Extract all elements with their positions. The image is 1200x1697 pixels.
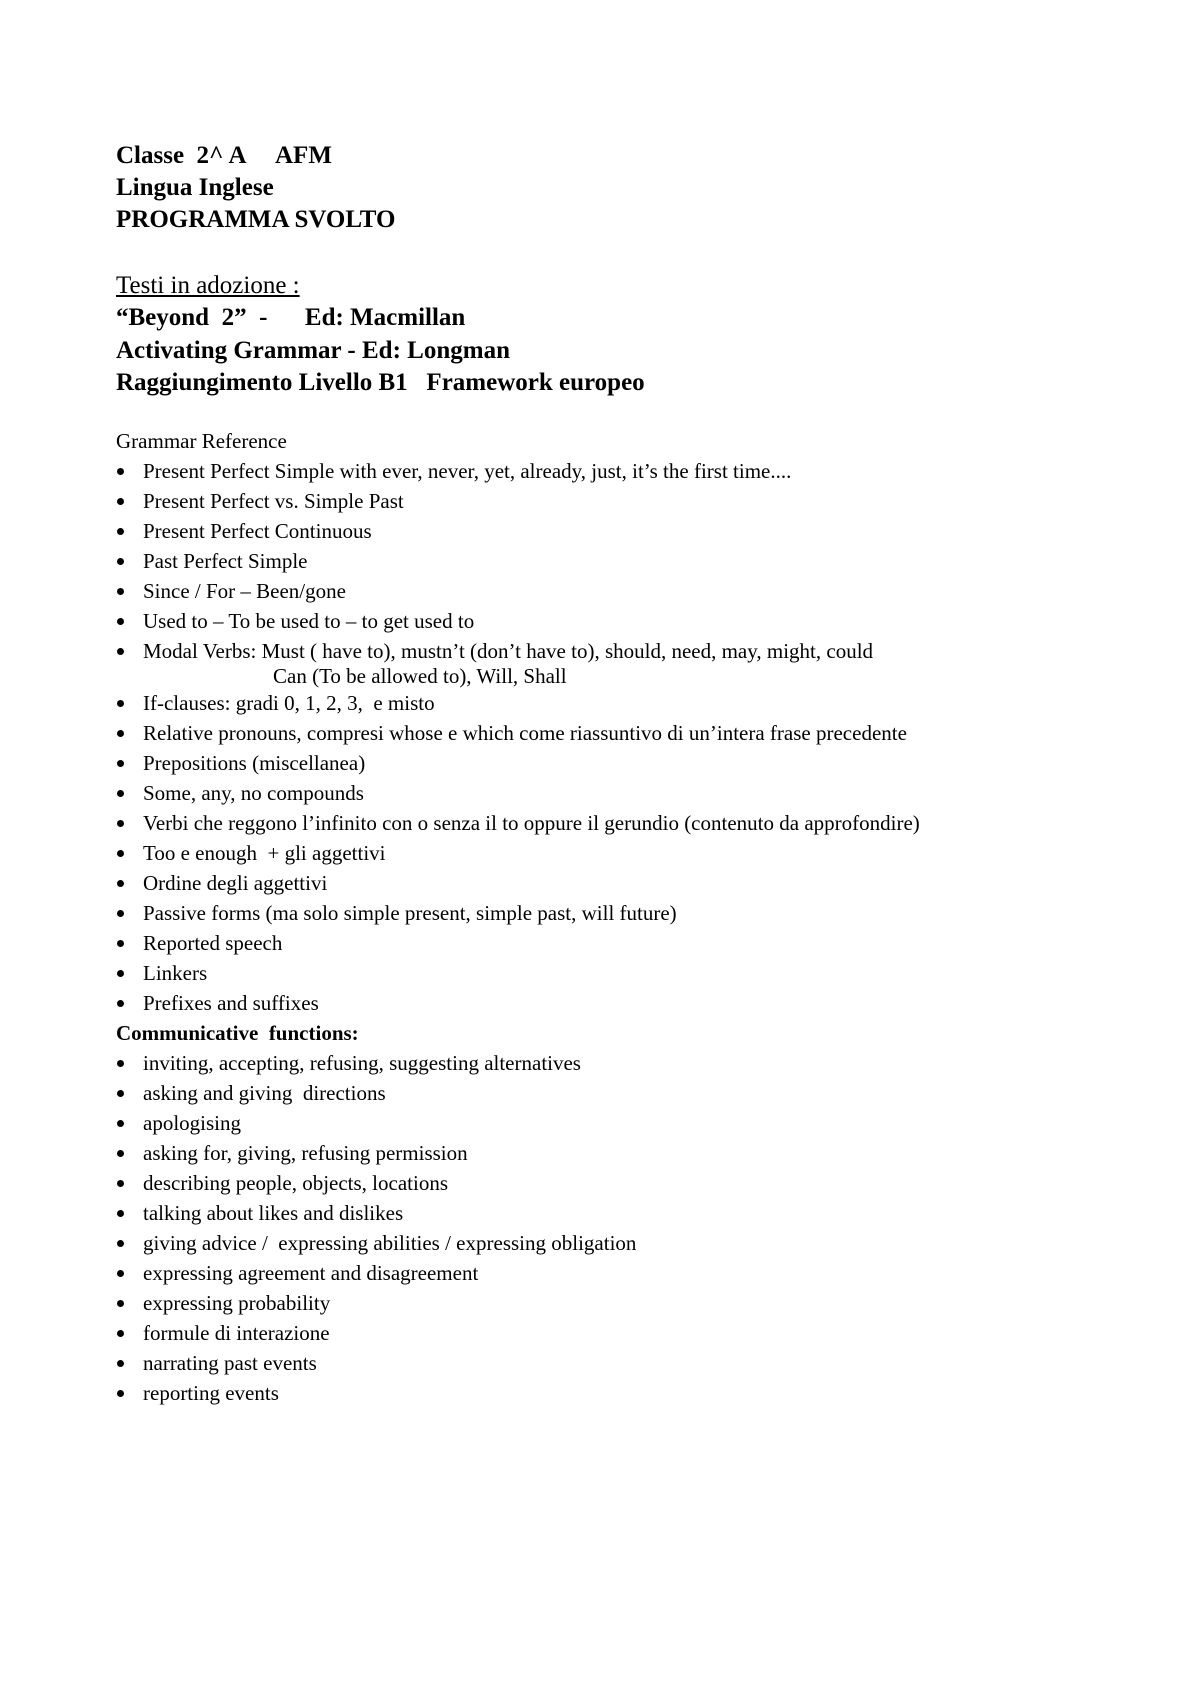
bullet-icon <box>117 1300 124 1307</box>
list-item: Since / For – Been/gone <box>116 576 1116 606</box>
bullet-icon <box>117 760 124 767</box>
list-item: describing people, objects, locations <box>116 1168 1116 1198</box>
bullet-icon <box>117 820 124 827</box>
bullet-icon <box>117 468 124 475</box>
bullet-icon <box>117 1210 124 1217</box>
list-item: Reported speech <box>116 928 1116 958</box>
bullet-icon <box>117 1150 124 1157</box>
bullet-icon <box>117 498 124 505</box>
bullet-icon <box>117 700 124 707</box>
list-item: inviting, accepting, refusing, suggesting alternatives <box>116 1048 1116 1078</box>
bullet-icon <box>117 1000 124 1007</box>
list-item: Used to – To be used to – to get used to <box>116 606 1116 636</box>
list-item: Too e enough + gli aggettivi <box>116 838 1116 868</box>
list-item: Past Perfect Simple <box>116 546 1116 576</box>
bullet-icon <box>117 1360 124 1367</box>
document-content <box>116 140 1116 1408</box>
bullet-icon <box>117 970 124 977</box>
bullet-icon <box>117 1120 124 1127</box>
list-item: apologising <box>116 1108 1116 1138</box>
modal-verbs-continuation: Can (To be allowed to), Will, Shall <box>273 663 567 688</box>
bullet-icon <box>117 880 124 887</box>
list-item: Ordine degli aggettivi <box>116 868 1116 898</box>
grammar-section-title: Grammar Reference <box>116 428 287 453</box>
list-item: Present Perfect vs. Simple Past <box>116 486 1116 516</box>
bullet-icon <box>117 1270 124 1277</box>
textbook-2: Activating Grammar - Ed: Longman <box>116 336 510 364</box>
list-item: Linkers <box>116 958 1116 988</box>
subject-title: Lingua Inglese <box>116 174 274 201</box>
bullet-icon <box>117 1060 124 1067</box>
textbook-1: “Beyond 2” - Ed: Macmillan <box>116 304 466 331</box>
class-title: Classe 2^ A AFM <box>116 142 332 169</box>
bullet-icon <box>117 1180 124 1187</box>
functions-list <box>116 1048 1116 1408</box>
list-item: reporting events <box>116 1378 1116 1408</box>
bullet-icon <box>117 648 124 655</box>
bullet-icon <box>117 588 124 595</box>
list-item: formule di interazione <box>116 1318 1116 1348</box>
list-item: expressing agreement and disagreement <box>116 1258 1116 1288</box>
bullet-icon <box>117 618 124 625</box>
list-item: Modal Verbs: Must ( have to), mustn’t (don’t have to), should, need, may, might, could Can (To be allowed to), Will, Shall <box>116 636 1116 688</box>
list-item: If-clauses: gradi 0, 1, 2, 3, e misto <box>116 688 1116 718</box>
list-item: narrating past events <box>116 1348 1116 1378</box>
bullet-icon <box>117 910 124 917</box>
grammar-list <box>116 456 1116 1018</box>
bullet-icon <box>117 850 124 857</box>
list-item: Present Perfect Continuous <box>116 516 1116 546</box>
list-item: Present Perfect Simple with ever, never, yet, already, just, it’s the first time.... <box>116 456 1116 486</box>
list-item: Passive forms (ma solo simple present, simple past, will future) <box>116 898 1116 928</box>
bullet-icon <box>117 1390 124 1397</box>
program-title: PROGRAMMA SVOLTO <box>116 206 396 233</box>
list-item: Verbi che reggono l’infinito con o senza il to oppure il gerundio (contenuto da approfondire) <box>116 808 1116 838</box>
bullet-icon <box>117 1090 124 1097</box>
bullet-icon <box>117 940 124 947</box>
bullet-icon <box>117 1240 124 1247</box>
list-item: talking about likes and dislikes <box>116 1198 1116 1228</box>
list-item: expressing probability <box>116 1288 1116 1318</box>
bullet-icon <box>117 730 124 737</box>
list-item: giving advice / expressing abilities / expressing obligation <box>116 1228 1116 1258</box>
bullet-icon <box>117 790 124 797</box>
list-item: Some, any, no compounds <box>116 778 1116 808</box>
bullet-icon <box>117 558 124 565</box>
list-item: asking and giving directions <box>116 1078 1116 1108</box>
level-target: Raggiungimento Livello B1 Framework europeo <box>116 369 645 396</box>
bullet-icon <box>117 1330 124 1337</box>
textbooks-label: Testi in adozione : <box>116 272 300 299</box>
list-item: Relative pronouns, compresi whose e which come riassuntivo di un’intera frase precedente <box>116 718 1116 748</box>
list-item: asking for, giving, refusing permission <box>116 1138 1116 1168</box>
functions-section-title: Communicative functions: <box>116 1020 359 1045</box>
list-item: Prepositions (miscellanea) <box>116 748 1116 778</box>
bullet-icon <box>117 528 124 535</box>
list-item: Prefixes and suffixes <box>116 988 1116 1018</box>
